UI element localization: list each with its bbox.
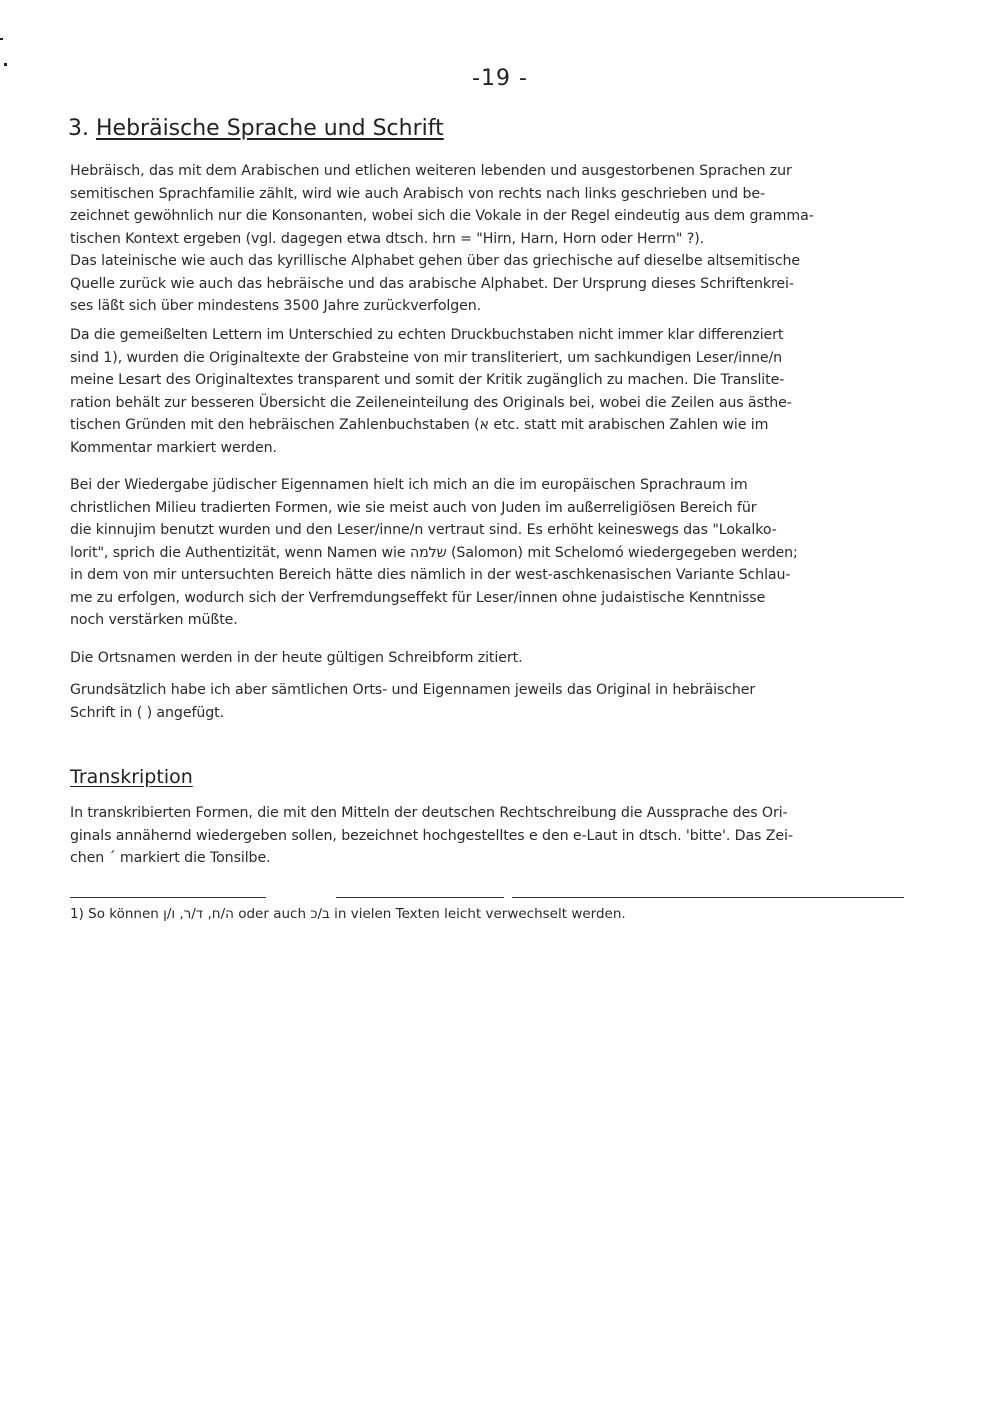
- text-line: ses läßt sich über mindestens 3500 Jahre zurückverfolgen.: [70, 298, 482, 314]
- paragraph-place-names: [70, 647, 915, 670]
- footnote-1: 1) So können ה/ח, ד/ר, ו/ן oder auch ב/כ in vielen Texten leicht verwechselt werden.: [70, 906, 626, 922]
- footnote-divider: [336, 897, 504, 898]
- text-line: noch verstärken müßte.: [70, 612, 238, 628]
- paragraph-proper-names: [70, 474, 915, 632]
- text-line: ginals annähernd wiedergeben sollen, bezeichnet hochgestelltes e den e-Laut in dtsch. 'bitte'. Das Zei-: [70, 827, 793, 844]
- text-line: Da die gemeißelten Lettern im Unterschied zu echten Druckbuchstaben nicht immer klar differenziert: [70, 327, 784, 343]
- text-line: die kinnujim benutzt wurden und den Leser/inne/n vertraut sind. Es erhöht keineswegs das "Lokalko-: [70, 522, 777, 538]
- text-line: zeichnet gewöhnlich nur die Konsonanten, wobei sich die Vokale in der Regel eindeutig aus dem gramma-: [70, 208, 814, 224]
- text-line: me zu erfolgen, wodurch sich der Verfremdungseffekt für Leser/innen ohne judaistische Kenntnisse: [70, 589, 766, 606]
- text-line: chen ´ markiert die Tonsilbe.: [70, 850, 271, 866]
- section-title: Hebräische Sprache und Schrift: [96, 116, 444, 141]
- footnote-divider: [512, 897, 904, 898]
- text-line: meine Lesart des Originaltextes transparent und somit der Kritik zugänglich zu machen. Die Translite-: [70, 372, 785, 388]
- text-line: tischen Kontext ergeben (vgl. dagegen etwa dtsch. hrn = "Hirn, Harn, Horn oder Herrn" ?).: [70, 230, 705, 247]
- text-line: Die Ortsnamen werden in der heute gültigen Schreibform zitiert.: [70, 650, 523, 666]
- text-line: ration behält zur besseren Übersicht die Zeileneinteilung des Originals bei, wobei die Zeilen aus ästhe-: [70, 394, 792, 411]
- paragraph-transliteration: [70, 324, 915, 459]
- footnote-divider: [70, 897, 266, 898]
- text-line: Das lateinische wie auch das kyrillische Alphabet gehen über das griechische auf dieselbe altsemitische: [70, 253, 801, 269]
- text-line: christlichen Milieu tradierten Formen, wie sie meist auch von Juden im außerreligiösen Bereich für: [70, 499, 757, 516]
- text-line: Schrift in ( ) angefügt.: [70, 704, 225, 721]
- paragraph-original-script: [70, 679, 915, 724]
- text-line: in dem von mir untersuchten Bereich hätte dies nämlich in der west-aschkenasischen Variante Schlau-: [70, 567, 791, 583]
- page-number: -19 -: [472, 66, 528, 91]
- paragraph-transcription: [70, 802, 915, 870]
- text-line: In transkribierten Formen, die mit den Mitteln der deutschen Rechtschreibung die Aussprache des Ori-: [70, 805, 788, 821]
- text-line: sind 1), wurden die Originaltexte der Grabsteine von mir transliteriert, um sachkundigen Leser/inne/n: [70, 349, 783, 366]
- text-line: Grundsätzlich habe ich aber sämtlichen Orts- und Eigennamen jeweils das Original in hebräischer: [70, 682, 756, 698]
- text-line: Bei der Wiedergabe jüdischer Eigennamen hielt ich mich an die im europäischen Sprachraum im: [70, 477, 748, 493]
- text-line: Quelle zurück wie auch das hebräische und das arabische Alphabet. Der Ursprung dieses Schriftenkrei-: [70, 275, 794, 292]
- text-line: tischen Gründen mit den hebräischen Zahlenbuchstaben (א etc. statt mit arabischen Zahlen wie im: [70, 417, 769, 433]
- scan-mark: [0, 38, 3, 40]
- text-line: Hebräisch, das mit dem Arabischen und etlichen weiteren lebenden und ausgestorbenen Sprachen zur: [70, 163, 792, 179]
- text-line: lorit", sprich die Authentizität, wenn Namen wie שלמה (Salomon) mit Schelomó wiedergegeben werden;: [70, 544, 798, 561]
- section-number: 3.: [68, 116, 89, 141]
- section-heading: [68, 116, 444, 141]
- paragraph-hebrew-language: [70, 160, 915, 318]
- transcription-heading: Transkription: [70, 766, 193, 788]
- text-line: Kommentar markiert werden.: [70, 439, 277, 456]
- text-line: semitischen Sprachfamilie zählt, wird wie auch Arabisch von rechts nach links geschrieben und be-: [70, 185, 766, 202]
